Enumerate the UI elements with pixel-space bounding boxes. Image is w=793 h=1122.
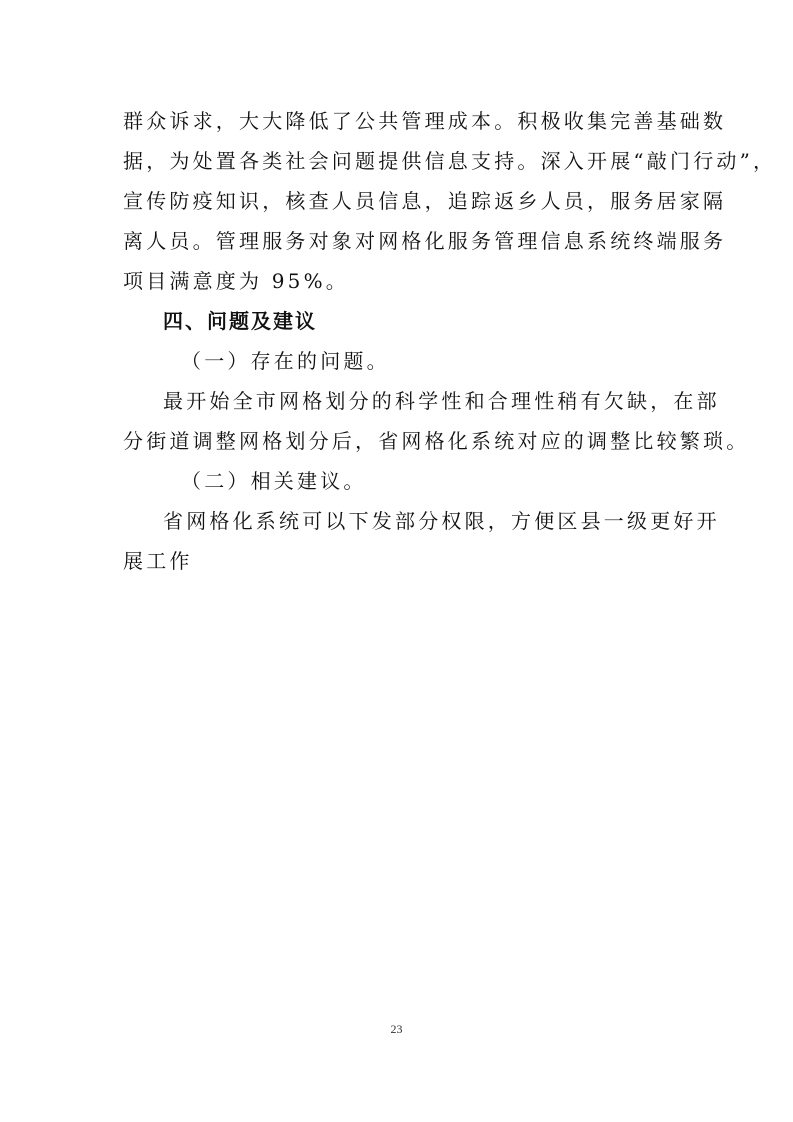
subsection-heading-suggestions: （二）相关建议。 (181, 469, 367, 493)
paragraph-line: 分街道调整网格划分后，省网格化系统对应的调整比较繁琐。 (123, 429, 750, 453)
paragraph-line: 离人员。管理服务对象对网格化服务管理信息系统终端服务 (123, 229, 727, 253)
paragraph-line: 省网格化系统可以下发部分权限，方便区县一级更好开 (163, 509, 720, 533)
subsection-heading-problems: （一）存在的问题。 (181, 349, 390, 373)
section-heading: 四、问题及建议 (163, 309, 317, 333)
page-number: 23 (390, 1022, 403, 1036)
paragraph-line: 群众诉求，大大降低了公共管理成本。积极收集完善基础数 (123, 109, 727, 133)
paragraph-line: 最开始全市网格划分的科学性和合理性稍有欠缺，在部 (163, 389, 720, 413)
paragraph-line: 据，为处置各类社会问题提供信息支持。深入开展“敲门行动”， (123, 149, 777, 173)
paragraph-line: 宣传防疫知识，核查人员信息，追踪返乡人员，服务居家隔 (123, 189, 727, 213)
paragraph-line: 项目满意度为 95%。 (123, 269, 350, 293)
paragraph-line: 展工作 (123, 549, 193, 573)
